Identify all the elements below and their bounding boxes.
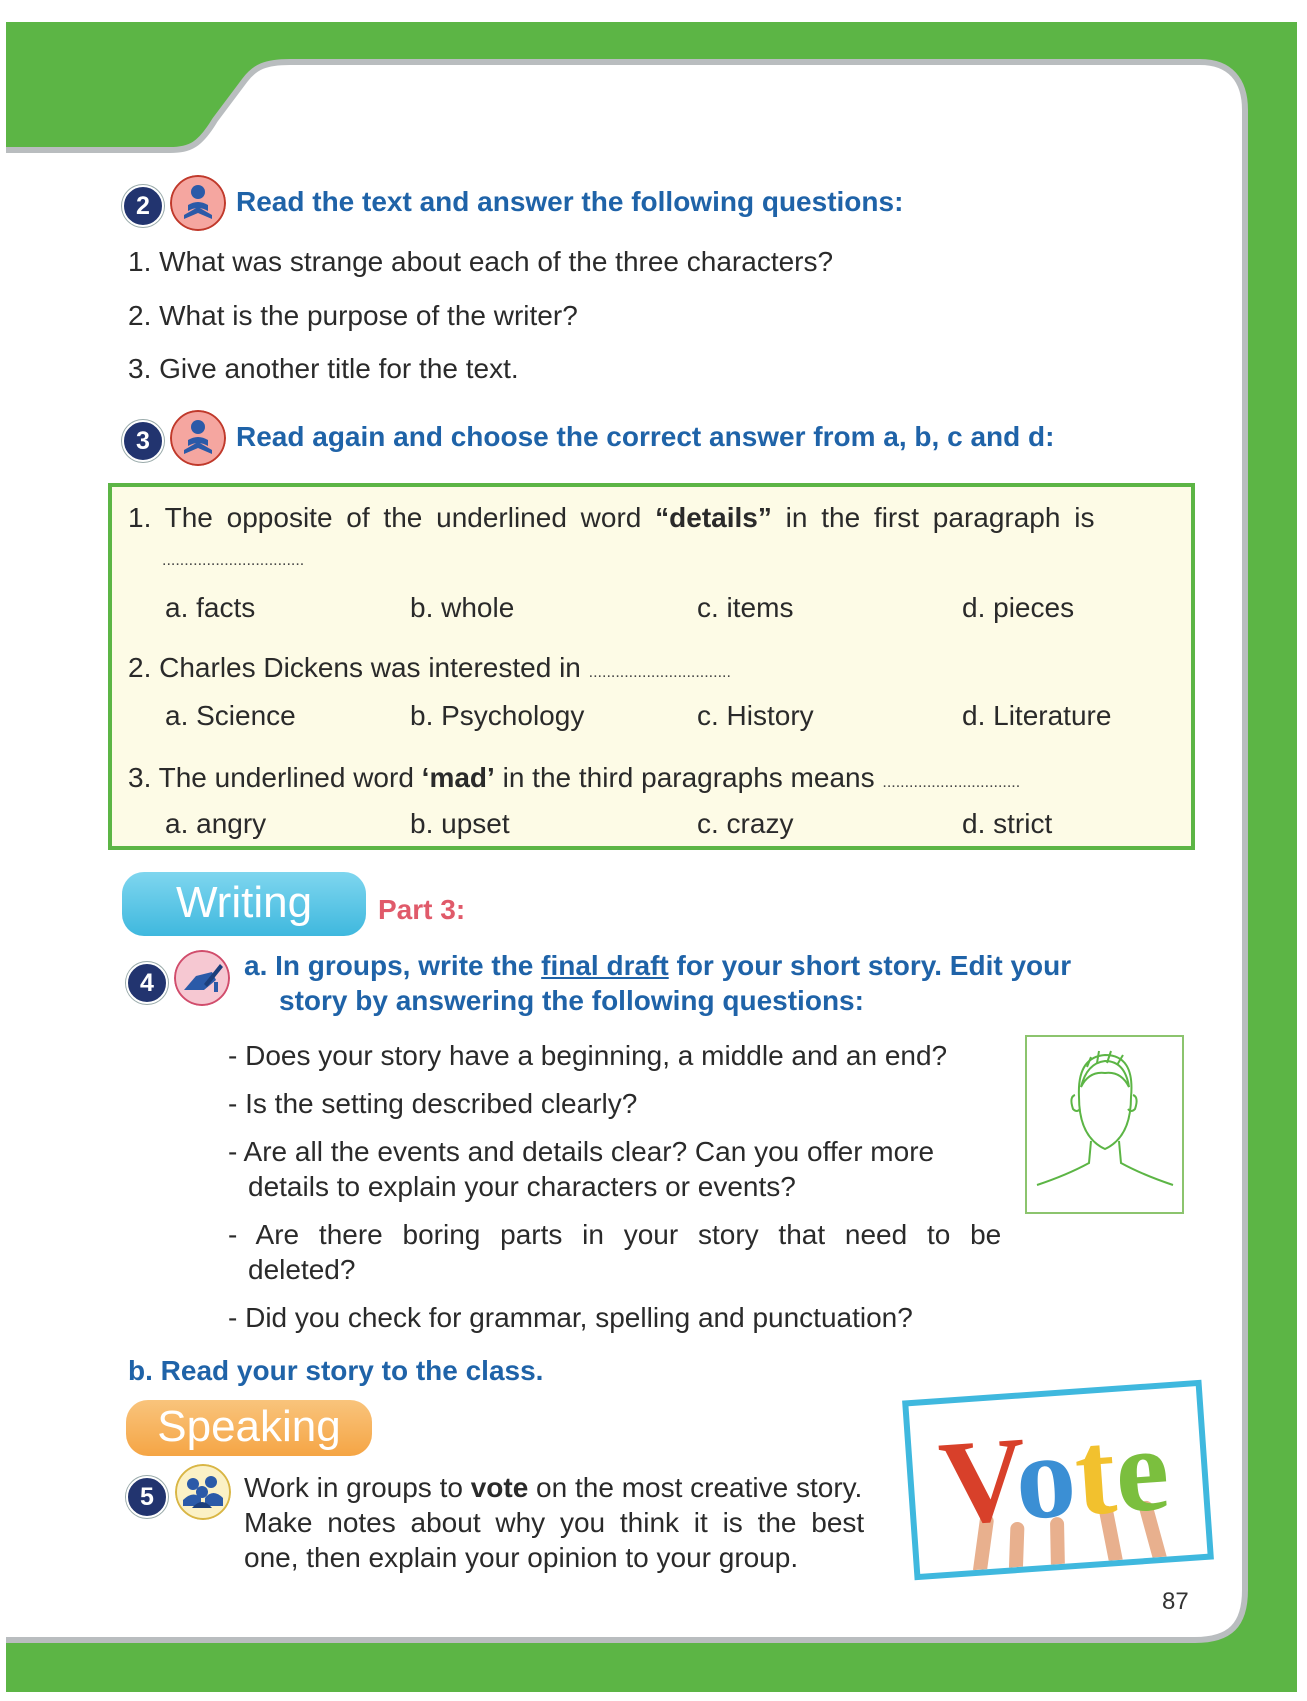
writing-task-a-line2: story by answering the following questions:	[279, 985, 864, 1016]
mc-q1-word: “details”	[655, 502, 772, 533]
mc-q2-option-d: d. Literature	[962, 700, 1112, 731]
checklist-item-3-cont: details to explain your characters or events?	[248, 1171, 796, 1202]
mc-q1-option-d: d. pieces	[962, 592, 1075, 623]
checklist-item-2: - Is the setting described clearly?	[228, 1088, 638, 1119]
mc-question-1	[128, 502, 1094, 534]
mc-q1-prefix: 1. The opposite of the underlined word	[128, 502, 656, 533]
final-draft-link: final draft	[541, 950, 669, 981]
section3-heading: Read again and choose the correct answer from a, b, c and d:	[236, 421, 1055, 452]
mc-q1-option-b: b. whole	[410, 592, 515, 623]
mc-q2-text: 2. Charles Dickens was interested in	[128, 652, 581, 683]
mc-q2-option-a: a. Science	[165, 700, 296, 731]
vote-letter: t	[1070, 1405, 1120, 1541]
reading-person-icon	[170, 175, 226, 231]
mc-q3-blank: ...............................	[882, 774, 1021, 791]
mc-q2-option-b: b. Psychology	[410, 700, 585, 731]
speaking-line-2: Make notes about why you think it is the best	[244, 1507, 865, 1538]
writing-hand-icon	[174, 950, 230, 1006]
exercise-number-4: 4	[126, 962, 168, 1004]
section2-question-1: 1. What was strange about each of the three characters?	[128, 246, 834, 277]
speaking-line-1	[244, 1472, 862, 1504]
mc-q2-option-c: c. History	[697, 700, 814, 731]
exercise-number-2: 2	[122, 185, 164, 227]
group-people-icon	[175, 1464, 231, 1520]
mc-q1-option-c: c. items	[697, 592, 794, 623]
writing-task-a-prefix: a. In groups, write the	[244, 950, 542, 981]
writing-task-a	[244, 950, 1071, 982]
writing-task-a-suffix: for your short story. Edit your	[668, 950, 1072, 981]
writing-task-b: b. Read your story to the class.	[128, 1355, 544, 1386]
checklist-item-1: - Does your story have a beginning, a middle and an end?	[228, 1040, 948, 1071]
checklist-item-5: - Did you check for grammar, spelling and punctuation?	[228, 1302, 913, 1333]
writing-part-label: Part 3:	[378, 894, 466, 925]
vote-letter: e	[1110, 1401, 1173, 1538]
mc-q3-prefix: 3. The underlined word	[128, 762, 422, 793]
section2-heading: Read the text and answer the following questions:	[236, 186, 904, 217]
mc-q3-option-b: b. upset	[410, 808, 510, 839]
mc-q1-suffix: in the first paragraph is	[771, 502, 1095, 533]
vote-word	[935, 1401, 1173, 1551]
mc-question-2	[128, 652, 731, 684]
mc-q1-option-a: a. facts	[165, 592, 256, 623]
mc-q3-word: ‘mad’	[421, 762, 495, 793]
checklist-item-3: - Are all the events and details clear? Can you offer more	[228, 1136, 935, 1167]
mc-q2-blank: ................................	[588, 664, 731, 681]
speaking-vote-word: vote	[470, 1472, 529, 1503]
page-number: 87	[1162, 1588, 1189, 1615]
mc-q3-option-c: c. crazy	[697, 808, 794, 839]
section2-question-3: 3. Give another title for the text.	[128, 353, 519, 384]
speaking-line1-suffix: on the most creative story.	[528, 1472, 863, 1503]
vote-letter: V	[935, 1412, 1021, 1551]
mc-question-3	[128, 762, 1020, 794]
mc-q3-option-a: a. angry	[165, 808, 267, 839]
reading-person-icon	[170, 410, 226, 466]
exercise-number-5: 5	[126, 1476, 168, 1518]
writing-pill: Writing	[122, 872, 366, 936]
checklist-item-4-cont: deleted?	[248, 1254, 356, 1285]
section2-question-2: 2. What is the purpose of the writer?	[128, 300, 578, 331]
vote-letter: o	[1010, 1407, 1080, 1545]
mc-q3-suffix: in the third paragraphs means	[494, 762, 875, 793]
mc-q1-blank: ................................	[162, 552, 305, 569]
face-outline-image	[1025, 1035, 1184, 1214]
vote-image	[902, 1380, 1214, 1580]
exercise-number-3: 3	[122, 420, 164, 462]
speaking-line1-prefix: Work in groups to	[244, 1472, 471, 1503]
speaking-pill: Speaking	[126, 1400, 372, 1456]
speaking-line-3: one, then explain your opinion to your group.	[244, 1542, 799, 1573]
checklist-item-4: - Are there boring parts in your story that need to be	[228, 1219, 1002, 1250]
mc-q3-option-d: d. strict	[962, 808, 1053, 839]
